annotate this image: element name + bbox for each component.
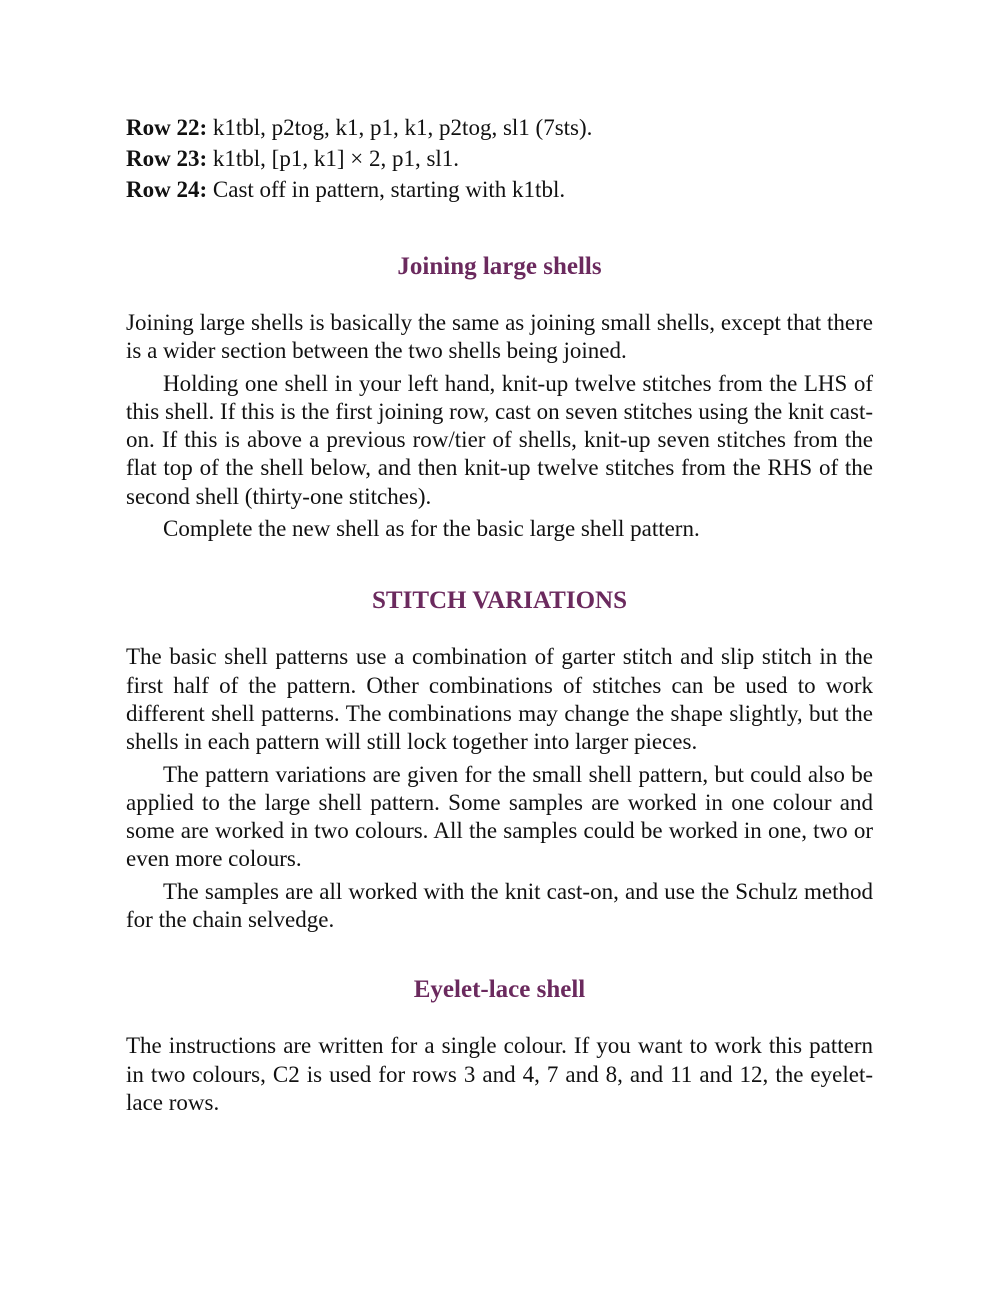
row-22-instruction <box>126 112 873 143</box>
paragraph: Complete the new shell as for the basic large shell pattern. <box>163 516 700 542</box>
paragraph: Holding one shell in your left hand, knit-up twelve stitches from the LHS of this shell. If this is the first joining row, cast on seven stitches using the knit cast-on. If this is above a previous row/tier of shells, knit-up seven stitches from the flat top of the shell below, and then knit-up twelve stitches from the RHS of the second shell (thirty-one stitches). <box>126 370 873 509</box>
row-text: k1tbl, p2tog, k1, p1, k1, p2tog, sl1 (7sts). <box>207 115 593 140</box>
paragraph: The basic shell patterns use a combination of garter stitch and slip stitch in the first half of the pattern. Other combinations of stitches can be used to work different shell patterns. The combinations may change the shape slightly, but the shells in each pattern will still lock together into larger pieces. <box>126 644 873 755</box>
section-heading-stitch-variations: STITCH VARIATIONS <box>372 587 627 615</box>
section-heading-joining-large-shells: Joining large shells <box>397 253 602 280</box>
row-24-instruction <box>126 174 873 205</box>
document-page <box>126 112 873 1117</box>
row-text: k1tbl, [p1, k1] × 2, p1, sl1. <box>207 146 460 171</box>
row-label: Row 22: <box>126 115 208 140</box>
section-heading-eyelet-lace-shell: Eyelet-lace shell <box>413 976 586 1004</box>
paragraph: Joining large shells is basically the same as joining small shells, except that there is a wider section between the two shells being joined. <box>126 310 873 364</box>
row-23-instruction <box>126 143 873 174</box>
paragraph: The instructions are written for a single colour. If you want to work this pattern in two colours, C2 is used for rows 3 and 4, 7 and 8, and 11 and 12, the eyelet-lace rows. <box>126 1033 873 1115</box>
row-label: Row 24: <box>126 177 208 202</box>
paragraph: The samples are all worked with the knit cast-on, and use the Schulz method for the chain selvedge. <box>126 878 873 933</box>
paragraph: The pattern variations are given for the small shell pattern, but could also be applied to the large shell pattern. Some samples are worked in one colour and some are worked in two colours. All the samples could be worked in one, two or even more colours. <box>126 761 873 872</box>
row-label: Row 23: <box>126 146 208 171</box>
row-text: Cast off in pattern, starting with k1tbl. <box>207 177 566 202</box>
